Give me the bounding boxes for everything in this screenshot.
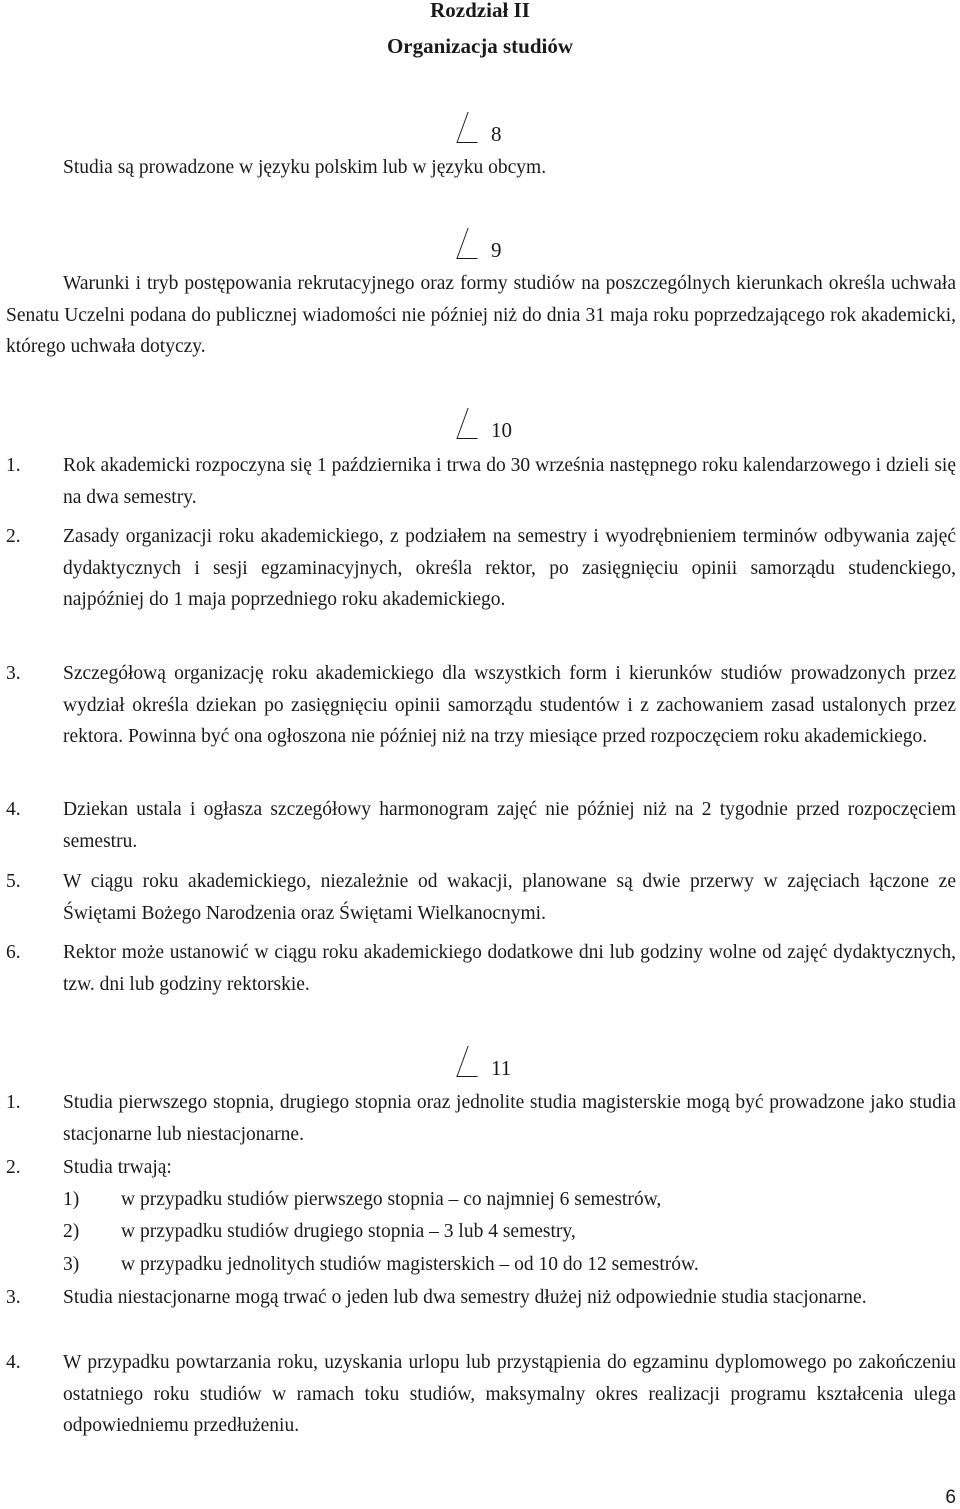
item-number: 6. [6,942,21,963]
section-number: 8 [491,122,502,146]
section-heading-10 [462,408,512,443]
section-sign-icon [456,408,488,439]
item-text: Studia niestacjonarne mogą trwać o jeden lub dwa semestry dłużej niż odpowiednie studia stacjonarne. [63,1287,867,1308]
item-text: Zasady organizacji roku akademickiego, z podziałem na semestry i wyodrębnieniem terminów odbywania zajęć dydaktycznych i sesji egzaminacyjnych, określa rektor, po zasięgnięciu opinii samorządu studenckiego, najpóźniej do 1 maja poprzedniego roku akademickiego. [63,526,956,610]
sub-item-number: 1) [63,1189,80,1210]
sub-item-number: 3) [63,1254,80,1275]
item-number: 5. [6,871,21,892]
item-number: 4. [6,1352,21,1373]
section-number: 11 [491,1056,512,1080]
item-number: 3. [6,663,21,684]
item-text: Dziekan ustala i ogłasza szczegółowy harmonogram zajęć nie później niż na 2 tygodnie przed rozpoczęciem semestru. [63,799,956,852]
chapter-subtitle: Organizacja studiów [386,34,574,58]
section-heading-11 [462,1046,511,1081]
section-sign-icon [456,228,488,259]
item-text: W przypadku powtarzania roku, uzyskania urlopu lub przystąpienia do egzaminu dyplomowego po zakończeniu ostatniego roku studiów w ramach toku studiów, maksymalny okres realizacji programu kształcenia ulega odpowiedniemu przedłużeniu. [63,1352,956,1436]
section-9-paragraph: Warunki i tryb postępowania rekrutacyjnego oraz formy studiów na poszczególnych kierunkach określa uchwała Senatu Uczelni podana do publicznej wiadomości nie później niż do dnia 31 maja roku poprzedzającego rok akademicki, którego uchwała dotyczy. [6,273,956,357]
section-8-paragraph: Studia są prowadzone w języku polskim lub w języku obcym. [63,157,547,178]
sub-item-text: w przypadku studiów drugiego stopnia – 3 lub 4 semestry, [121,1221,576,1242]
item-number: 2. [6,526,21,547]
section-sign-icon [456,1046,488,1077]
sub-item-text: w przypadku jednolitych studiów magisterskich – od 10 do 12 semestrów. [121,1254,699,1275]
section-number: 9 [491,238,502,262]
page-number: 6 [945,1487,956,1508]
item-number: 1. [6,455,21,476]
section-number: 10 [491,418,512,442]
sub-item-text: w przypadku studiów pierwszego stopnia – co najmniej 6 semestrów, [121,1189,662,1210]
item-text: Studia pierwszego stopnia, drugiego stopnia oraz jednolite studia magisterskie mogą być prowadzone jako studia stacjonarne lub niestacjonarne. [63,1092,956,1145]
item-text: Rok akademicki rozpoczyna się 1 października i trwa do 30 września następnego roku kalendarzowego i dzieli się na dwa semestry. [63,455,956,508]
item-number: 4. [6,799,21,820]
item-number: 2. [6,1157,21,1178]
item-text: Rektor może ustanowić w ciągu roku akademickiego dodatkowe dni lub godziny wolne od zajęć dydaktycznych, tzw. dni lub godziny rektorskie. [63,942,956,995]
item-text: W ciągu roku akademickiego, niezależnie od wakacji, planowane są dwie przerwy w zajęciach łączone ze Świętami Bożego Narodzenia oraz Świętami Wielkanocnymi. [63,871,956,924]
item-number: 3. [6,1287,21,1308]
item-number: 1. [6,1092,21,1113]
section-heading-8 [462,112,502,147]
section-heading-9 [462,228,502,263]
section-sign-icon [456,112,488,143]
chapter-number-title: Rozdział II [430,0,530,22]
item-text: Studia trwają: [63,1157,172,1178]
item-text: Szczegółową organizację roku akademickiego dla wszystkich form i kierunków studiów prowadzonych przez wydział określa dziekan po zasięgnięciu opinii samorządu studentów i z zachowaniem zasad ustalonych przez rektora. Powinna być ona ogłoszona nie później niż na trzy miesiące przed rozpoczęciem roku akademickiego. [63,663,956,747]
sub-item-number: 2) [63,1221,80,1242]
